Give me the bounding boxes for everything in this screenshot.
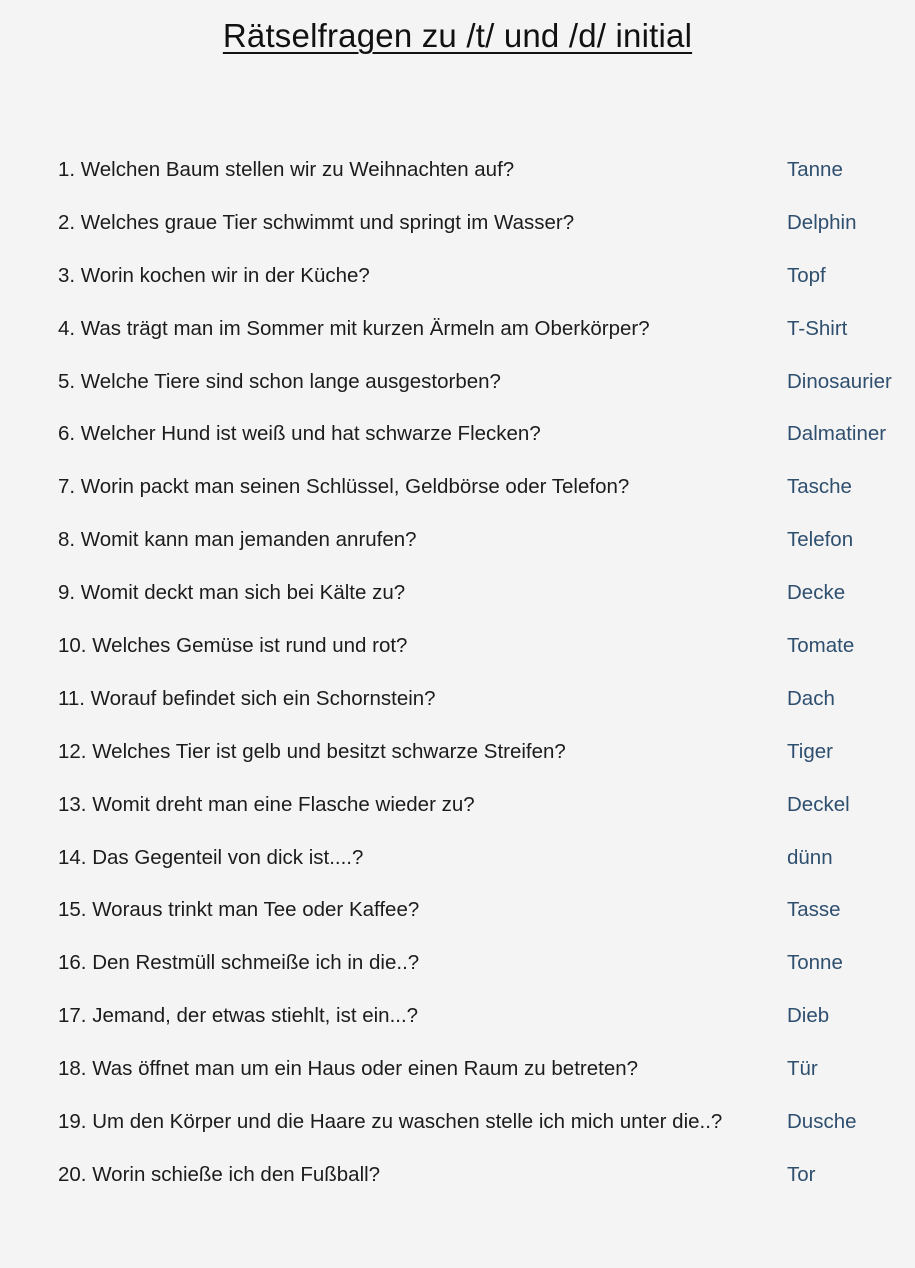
list-item	[0, 989, 915, 1042]
list-item	[0, 725, 915, 778]
riddle-question: 4. Was trägt man im Sommer mit kurzen Ärmeln am Oberkörper?	[58, 316, 650, 340]
riddle-question: 11. Worauf befindet sich ein Schornstein?	[58, 686, 436, 710]
riddle-question: 13. Womit dreht man eine Flasche wieder zu?	[58, 792, 475, 816]
riddle-question: 19. Um den Körper und die Haare zu waschen stelle ich mich unter die..?	[58, 1110, 723, 1134]
list-item	[0, 1148, 915, 1201]
riddle-question: 7. Worin packt man seinen Schlüssel, Geldbörse oder Telefon?	[58, 475, 630, 499]
list-item	[0, 936, 915, 989]
list-item	[0, 1095, 915, 1148]
list-item	[0, 196, 915, 249]
riddle-answer: Telefon	[787, 528, 854, 552]
riddle-answer: Tasse	[787, 898, 841, 922]
riddle-question: 3. Worin kochen wir in der Küche?	[58, 263, 370, 287]
list-item	[0, 302, 915, 355]
riddle-answer: Dieb	[787, 1004, 830, 1028]
riddle-answer: Tiger	[787, 739, 833, 763]
riddle-question: 14. Das Gegenteil von dick ist....?	[58, 845, 364, 869]
riddle-question: 15. Woraus trinkt man Tee oder Kaffee?	[58, 898, 420, 922]
riddle-question: 2. Welches graue Tier schwimmt und springt im Wasser?	[58, 210, 575, 234]
riddle-answer: Dach	[787, 686, 835, 710]
riddle-question: 12. Welches Tier ist gelb und besitzt schwarze Streifen?	[58, 739, 566, 763]
list-item	[0, 883, 915, 936]
riddle-question: 6. Welcher Hund ist weiß und hat schwarze Flecken?	[58, 422, 541, 446]
list-item	[0, 249, 915, 302]
riddle-question: 20. Worin schieße ich den Fußball?	[58, 1162, 381, 1186]
riddle-answer: Dusche	[787, 1110, 857, 1134]
page-title	[0, 14, 915, 58]
list-item	[0, 566, 915, 619]
list-item	[0, 143, 915, 196]
riddle-answer: Tomate	[787, 634, 855, 658]
riddle-question: 5. Welche Tiere sind schon lange ausgestorben?	[58, 369, 501, 393]
riddle-answer: Tor	[787, 1162, 816, 1186]
riddle-answer: Topf	[787, 263, 826, 287]
riddle-answer: Decke	[787, 581, 846, 605]
riddle-list	[0, 143, 915, 1201]
riddle-answer: Delphin	[787, 210, 857, 234]
list-item	[0, 513, 915, 566]
riddle-question: 10. Welches Gemüse ist rund und rot?	[58, 634, 408, 658]
riddle-question: 17. Jemand, der etwas stiehlt, ist ein...?	[58, 1004, 419, 1028]
list-item	[0, 778, 915, 831]
riddle-answer: Dinosaurier	[787, 369, 892, 393]
riddle-question: 8. Womit kann man jemanden anrufen?	[58, 528, 417, 552]
riddle-question: 18. Was öffnet man um ein Haus oder einen Raum zu betreten?	[58, 1057, 639, 1081]
riddle-answer: Tür	[787, 1057, 818, 1081]
list-item	[0, 831, 915, 884]
riddle-answer: Dalmatiner	[787, 422, 887, 446]
riddle-answer: Deckel	[787, 792, 850, 816]
list-item	[0, 460, 915, 513]
riddle-question: 1. Welchen Baum stellen wir zu Weihnachten auf?	[58, 158, 515, 181]
list-item	[0, 407, 915, 460]
list-item	[0, 355, 915, 408]
riddle-answer: Tasche	[787, 475, 852, 499]
list-item	[0, 1042, 915, 1095]
riddle-question: 9. Womit deckt man sich bei Kälte zu?	[58, 581, 406, 605]
page-title-text: Rätselfragen zu /t/ und /d/ initial	[222, 17, 693, 54]
riddle-answer: dünn	[787, 845, 833, 869]
riddle-question: 16. Den Restmüll schmeiße ich in die..?	[58, 951, 420, 975]
riddle-answer: Tanne	[787, 158, 843, 181]
riddle-answer: T-Shirt	[787, 316, 848, 340]
list-item	[0, 619, 915, 672]
riddle-answer: Tonne	[787, 951, 843, 975]
list-item	[0, 672, 915, 725]
